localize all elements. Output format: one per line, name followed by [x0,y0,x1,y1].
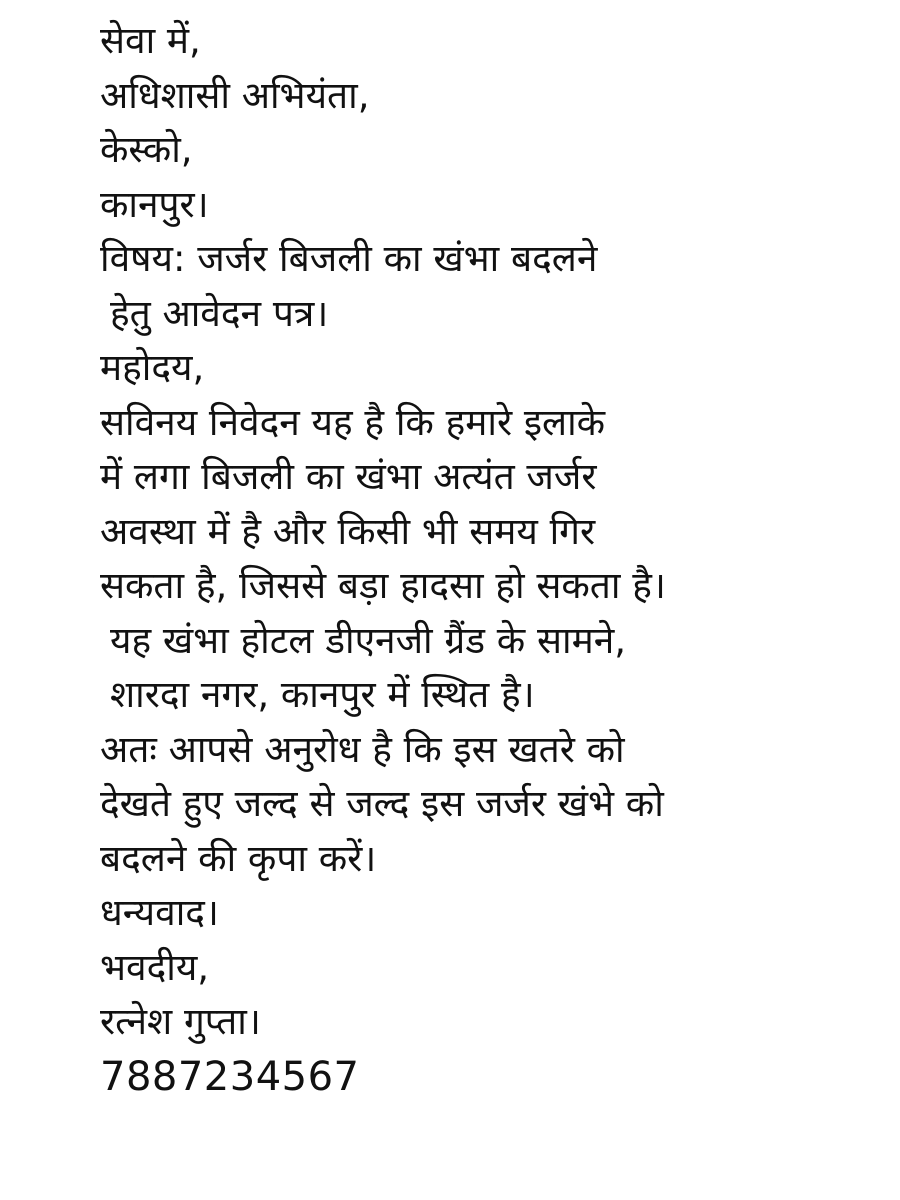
body-line: बदलने की कृपा करें। [100,836,377,880]
sender-name: रत्नेश गुप्ता। [100,1000,261,1043]
sender-phone: 7887234567 [100,1053,360,1100]
thanks-line: धन्यवाद। [100,891,219,934]
body-line: अतः आपसे अनुरोध है कि इस खतरे को [100,727,625,771]
subject-line: विषय: जर्जर बिजली का खंभा बदलने [100,237,598,280]
addressee-org: केस्को, [100,128,193,171]
body-line: यह खंभा होटल डीएनजी ग्रैंड के सामने, [110,618,627,662]
salutation-to: सेवा में, [100,19,201,62]
body-line: देखते हुए जल्द से जल्द इस जर्जर खंभे को [100,782,664,825]
body-line: सविनय निवेदन यह है कि हमारे इलाके [100,400,606,444]
body-line: सकता है, जिससे बड़ा हादसा हो सकता है। [100,564,666,607]
addressee-city: कानपुर। [100,182,209,226]
addressee-title: अधिशासी अभियंता, [100,73,370,117]
greeting: महोदय, [100,346,205,389]
body-line: में लगा बिजली का खंभा अत्यंत जर्जर [100,455,597,498]
subject-line-continued: हेतु आवेदन पत्र। [110,291,329,335]
closing-line: भवदीय, [100,945,210,989]
letter-document [100,14,880,1104]
body-line: शारदा नगर, कानपुर में स्थित है। [110,673,535,716]
body-line: अवस्था में है और किसी भी समय गिर [100,509,596,553]
